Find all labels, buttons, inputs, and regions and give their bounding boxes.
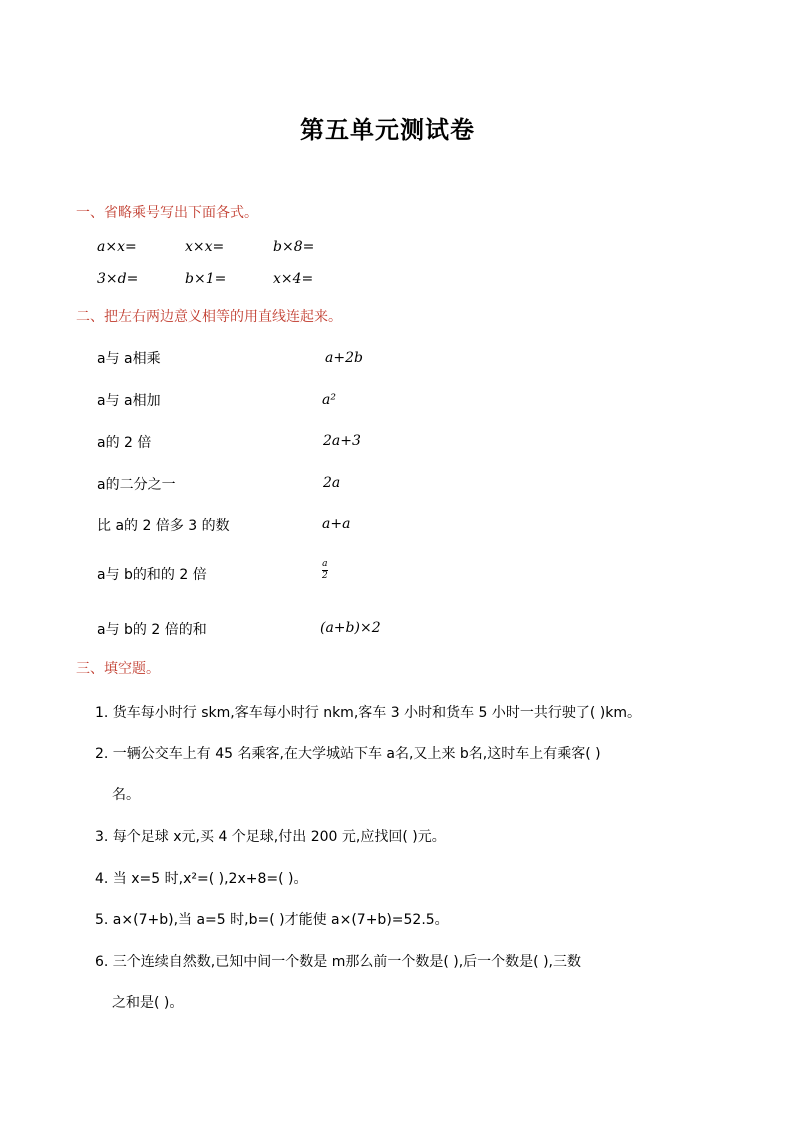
expr-item: b×8= xyxy=(273,239,315,255)
question-1: 1. 货车每小时行 skm,客车每小时行 nkm,客车 3 小时和货车 5 小时一共行驶了( )km。 xyxy=(95,705,641,721)
match-right-item: a+a xyxy=(322,516,351,532)
match-right-item: 2a xyxy=(323,475,341,491)
question-2: 2. 一辆公交车上有 45 名乘客,在大学城站下车 a名,又上来 b名,这时车上有乘客( ) xyxy=(95,746,601,762)
expr-item: x×4= xyxy=(273,271,314,287)
expr-item: 3×d= xyxy=(97,271,139,287)
match-left-item: a与 a相乘 xyxy=(97,351,161,367)
question-4: 4. 当 x=5 时,x²=( ),2x+8=( )。 xyxy=(95,871,308,887)
question-6: 6. 三个连续自然数,已知中间一个数是 m那么前一个数是( ),后一个数是( ),三数 xyxy=(95,954,581,970)
section-2-heading: 二、把左右两边意义相等的用直线连起来。 xyxy=(76,309,342,325)
question-3: 3. 每个足球 x元,买 4 个足球,付出 200 元,应找回( )元。 xyxy=(95,829,446,845)
match-right-item: (a+b)×2 xyxy=(320,620,381,636)
expr-item: x×x= xyxy=(185,239,225,255)
expr-item: a×x= xyxy=(97,239,137,255)
question-2-continued: 名。 xyxy=(112,787,140,803)
question-5: 5. a×(7+b),当 a=5 时,b=( )才能使 a×(7+b)=52.5。 xyxy=(95,912,449,928)
match-left-item: 比 a的 2 倍多 3 的数 xyxy=(97,518,230,534)
expr-item: b×1= xyxy=(185,271,227,287)
match-right-item: 2a+3 xyxy=(323,433,361,449)
fraction-denominator: 2 xyxy=(322,571,328,581)
match-left-item: a与 b的 2 倍的和 xyxy=(97,622,207,638)
match-left-item: a与 b的和的 2 倍 xyxy=(97,567,207,583)
section-1-heading: 一、省略乘号写出下面各式。 xyxy=(76,205,258,221)
question-6-continued: 之和是( )。 xyxy=(112,995,184,1011)
page-title: 第五单元测试卷 xyxy=(300,116,475,144)
match-left-item: a的 2 倍 xyxy=(97,435,152,451)
match-right-item-fraction xyxy=(322,560,328,581)
section-3-heading: 三、填空题。 xyxy=(76,661,160,677)
match-right-item: a² xyxy=(322,392,336,408)
match-left-item: a与 a相加 xyxy=(97,393,161,409)
match-right-item: a+2b xyxy=(325,350,363,366)
fraction-numerator: a xyxy=(322,559,328,569)
match-left-item: a的二分之一 xyxy=(97,477,176,493)
